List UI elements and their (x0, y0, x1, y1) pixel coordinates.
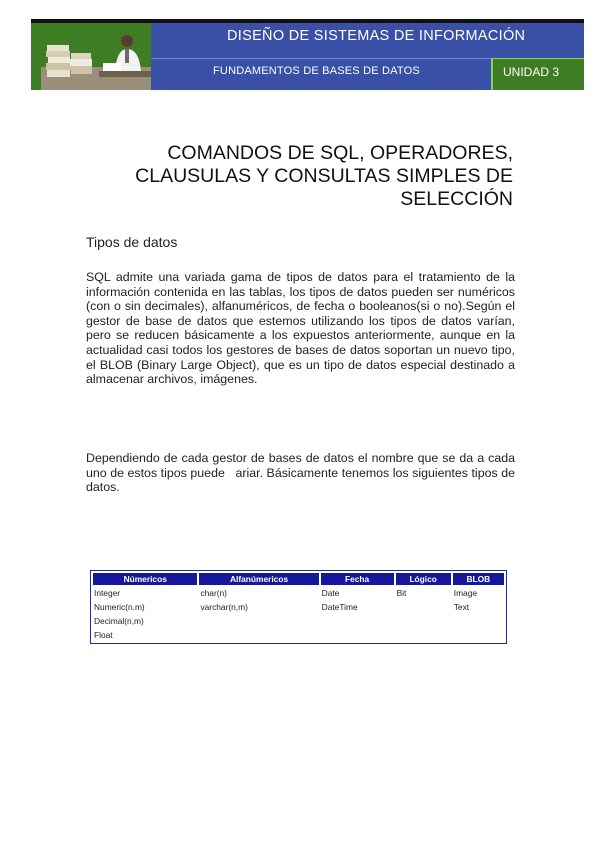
document-title-line: COMANDOS DE SQL, OPERADORES, (167, 142, 513, 164)
column-header-blob: BLOB (453, 573, 504, 585)
table-row (93, 601, 504, 613)
office-worker-photo (41, 27, 151, 90)
table-cell: Float (94, 630, 113, 640)
table-cell: Date (321, 588, 340, 598)
paragraph-intro: SQL admite una variada gama de tipos de datos para el tratamiento de la información contenida en las tablas, los tipos de datos pueden ser numéricos (con o sin decimales), alfanuméricos, de fecha o booleanos(si o no).Según el gestor de base de datos que estemos utilizando los tipos de datos varían, pero se reducen básicamente a los expuestos anteriormente, aunque en la actualidad casi todos los gestores de bases de datos soportan un nuevo tipo, el BLOB (Binary Large Object), que es un tipo de datos especial destinado a almacenar archivos, imágenes. (86, 270, 515, 387)
table-cell: varchar(n,m) (200, 602, 248, 612)
data-types-table (90, 570, 507, 644)
table-cell (321, 629, 394, 641)
banner-subtitle: FUNDAMENTOS DE BASES DE DATOS (213, 65, 420, 77)
table-row (93, 629, 504, 641)
paragraph-types: Dependiendo de cada gestor de bases de datos el nombre que se da a cada uno de estos tipos puede ariar. Básicamente tenemos los siguientes tipos de datos. (86, 451, 519, 495)
table-cell: char(n) (200, 588, 227, 598)
table-row (93, 615, 504, 627)
table-cell (453, 629, 504, 641)
table-cell: DateTime (321, 602, 358, 612)
column-header-numericos: Númericos (93, 573, 197, 585)
column-header-alfanumericos: Alfanúmericos (199, 573, 318, 585)
table-cell: Bit (396, 588, 407, 598)
banner-title: DISEÑO DE SISTEMAS DE INFORMACIÓN (227, 28, 526, 44)
unit-label: UNIDAD 3 (503, 65, 560, 79)
document-title-line: CLAUSULAS Y CONSULTAS SIMPLES DE (135, 165, 513, 187)
table-cell (396, 615, 451, 627)
section-heading: Tipos de datos (86, 234, 178, 250)
table-cell: Decimal(n,m) (94, 616, 144, 626)
table-cell (396, 629, 451, 641)
table-cell (321, 615, 394, 627)
document-title (73, 142, 513, 211)
column-header-fecha: Fecha (321, 573, 394, 585)
column-header-logico: Lógico (396, 573, 451, 585)
table-cell (396, 601, 451, 613)
table-header-row (93, 573, 504, 585)
table-cell: Numeric(n.m) (94, 602, 145, 612)
table-cell (453, 615, 504, 627)
table-cell: Image (453, 588, 478, 598)
header-banner (31, 19, 584, 90)
table-cell (199, 629, 318, 641)
table-cell (199, 615, 318, 627)
document-title-line: SELECCIÓN (400, 188, 513, 210)
table-row (93, 587, 504, 599)
table-cell: Text (453, 602, 470, 612)
table-cell: Integer (94, 588, 121, 598)
